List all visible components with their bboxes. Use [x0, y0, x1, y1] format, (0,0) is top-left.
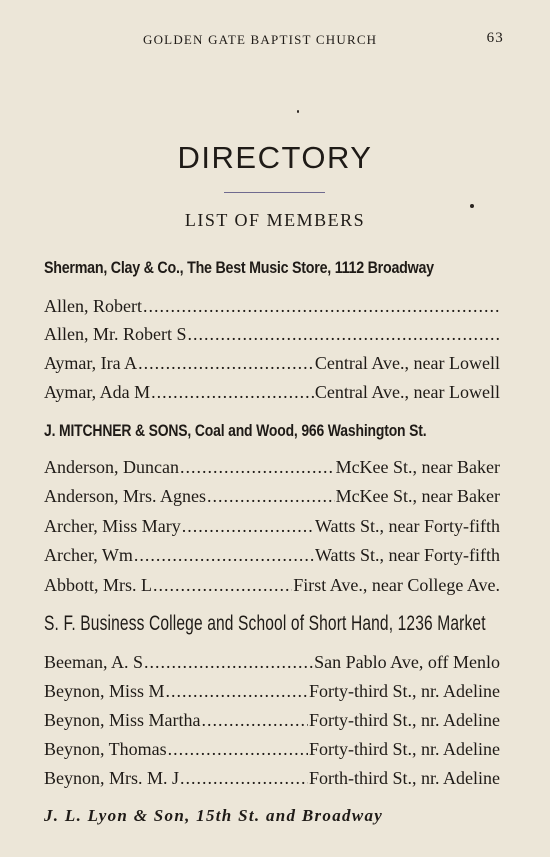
dot-leader — [138, 353, 314, 374]
dot-leader — [144, 652, 313, 673]
list-item — [44, 296, 500, 320]
member-name: Beeman, A. S — [44, 652, 143, 672]
advertisement-lyon: J. L. Lyon & Son, 15th St. and Broadway — [44, 806, 384, 825]
list-item — [44, 768, 500, 792]
page-number: 63 — [486, 30, 504, 46]
member-address: Forty-third St., nr. Adeline — [309, 739, 500, 759]
list-item — [44, 652, 500, 676]
dot-leader — [151, 382, 314, 403]
member-name: Aymar, Ada M — [44, 382, 151, 402]
list-item — [44, 457, 500, 481]
member-name: Beynon, Miss M — [44, 681, 165, 701]
member-address: Central Ave., near Lowell — [314, 382, 500, 402]
list-item — [44, 382, 500, 406]
member-name: Beynon, Miss Martha — [44, 710, 201, 730]
dot-leader — [134, 545, 314, 566]
dot-leader — [153, 575, 292, 596]
member-address: Forty-third St., nr. Adeline — [309, 681, 500, 701]
dot-leader — [168, 739, 308, 760]
member-name: Abbott, Mrs. L — [44, 575, 152, 595]
page-subtitle: LIST OF MEMBERS — [184, 210, 366, 230]
member-name: Anderson, Mrs. Agnes — [44, 486, 206, 506]
member-address: San Pablo Ave, off Menlo — [314, 652, 500, 672]
dot-leader — [180, 457, 335, 478]
list-item — [44, 575, 500, 599]
member-address: First Ave., near College Ave. — [293, 575, 500, 595]
dot-leader — [166, 681, 308, 702]
member-address: McKee St., near Baker — [335, 457, 500, 477]
page-title: DIRECTORY — [177, 140, 373, 175]
dot-leader — [180, 768, 308, 789]
advertisement-sherman-clay: Sherman, Clay & Co., The Best Music Store, 1112 Broadway — [44, 258, 434, 277]
advertiser-name: J. MITCHNER & SONS, — [44, 421, 192, 440]
list-item — [44, 516, 500, 540]
list-item — [44, 739, 500, 763]
member-address: Watts St., near Forty-fifth — [314, 545, 500, 565]
list-item — [44, 545, 500, 569]
running-title: GOLDEN GATE BAPTIST CHURCH — [143, 32, 378, 47]
dot-leader — [182, 516, 314, 537]
advertisement-business-college: S. F. Business College and School of Short Hand, 1236 Market — [44, 612, 486, 635]
member-name: Allen, Mr. Robert S — [44, 324, 187, 344]
dot-leader — [202, 710, 309, 731]
dot-leader — [188, 324, 500, 345]
dot-leader — [207, 486, 335, 507]
member-name: Anderson, Duncan — [44, 457, 179, 477]
list-item — [44, 681, 500, 705]
member-name: Archer, Wm — [44, 545, 133, 565]
member-name: Aymar, Ira A — [44, 353, 138, 373]
member-name: Beynon, Thomas — [44, 739, 167, 759]
list-item — [44, 324, 500, 348]
advertisement-text: Coal and Wood, 966 Washington St. — [191, 421, 427, 440]
member-name: Beynon, Mrs. M. J — [44, 768, 180, 788]
member-address: Forth-third St., nr. Adeline — [309, 768, 500, 788]
member-name: Allen, Robert — [44, 296, 142, 316]
member-address: McKee St., near Baker — [335, 486, 500, 506]
member-address: Forty-third St., nr. Adeline — [309, 710, 500, 730]
list-item — [44, 353, 500, 377]
list-item — [44, 710, 500, 734]
member-address: Central Ave., near Lowell — [314, 353, 500, 373]
member-name: Archer, Miss Mary — [44, 516, 181, 536]
dot-leader — [143, 296, 499, 317]
advertisement-mitchner — [44, 421, 500, 441]
member-address: Watts St., near Forty-fifth — [314, 516, 500, 536]
list-item — [44, 486, 500, 510]
